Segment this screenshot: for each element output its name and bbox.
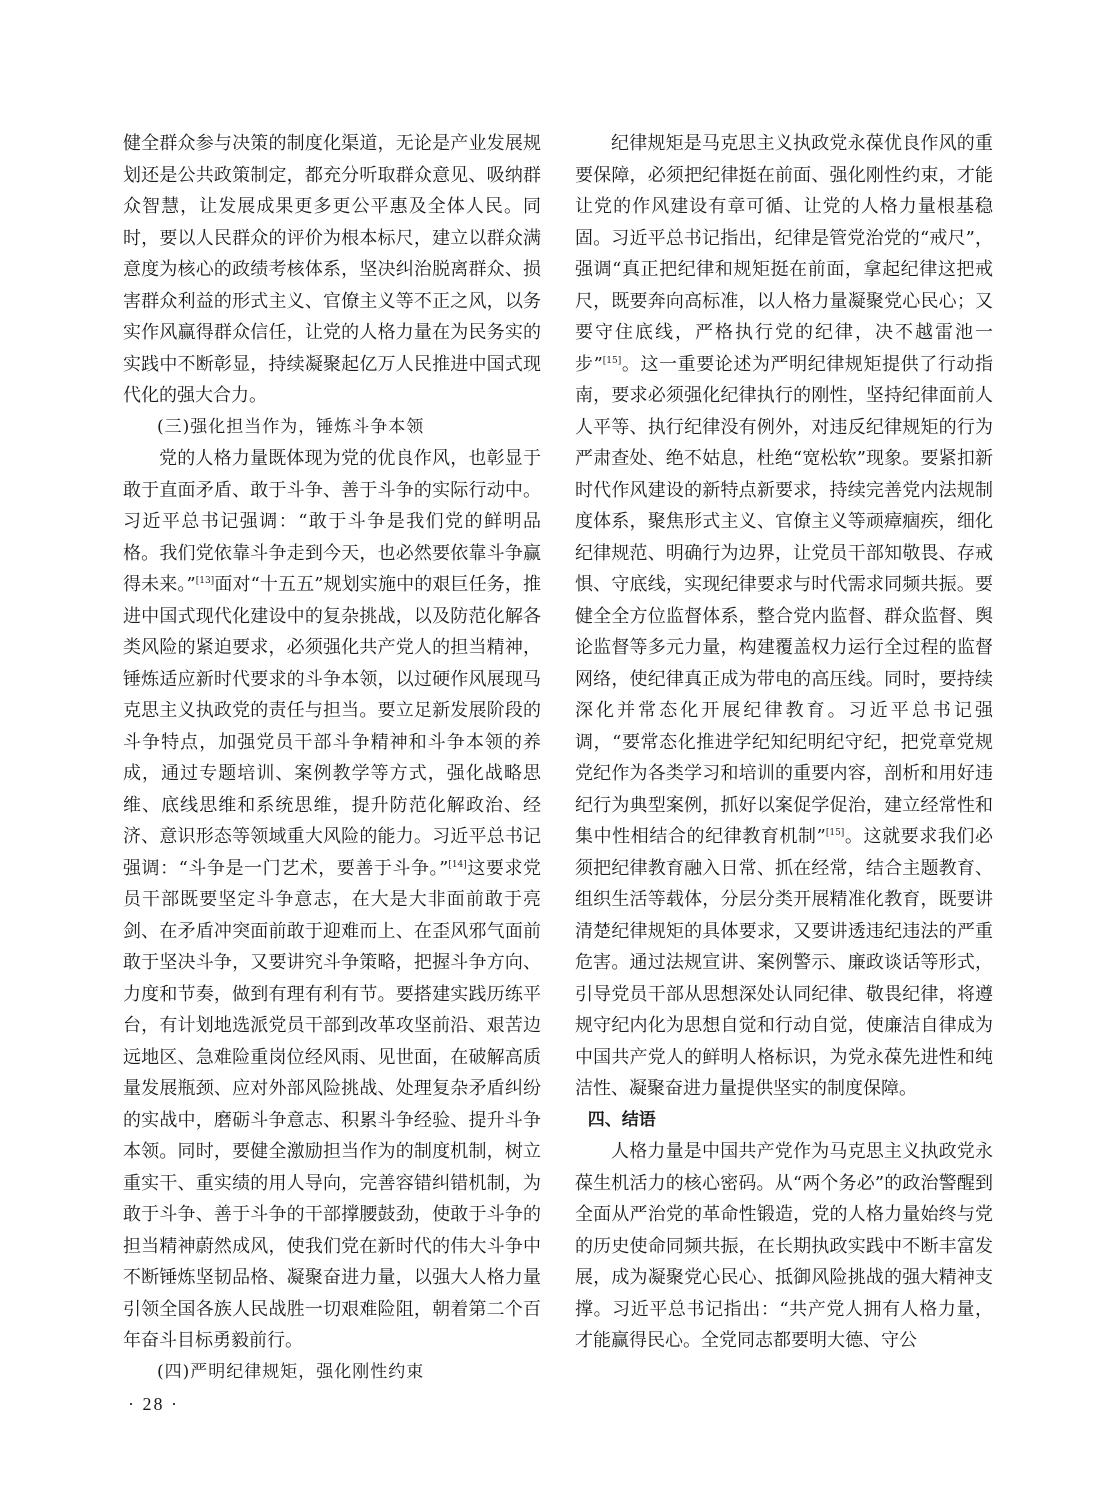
- subheading-4: (四)严明纪律规矩，强化刚性约束: [157, 1361, 425, 1382]
- paragraph: 党的人格力量既体现为党的优良作风，也彰显于敢于直面矛盾、敢于斗争、善于斗争的实际行动中。习近平总书记强调：“敢于斗争是我们党的鲜明品格。我们党依靠斗争走到今天，也必然要依靠斗争赢得未来。”[13]面对“十五五”规划实施中的艰巨任务，推进中国式现代化建设中的复杂挑战，以及防范化解各类风险的紧迫要求，必须强化共产党人的担当精神，锤炼适应新时代要求的斗争本领，以过硬作风展现马克思主义执政党的责任与担当。要立足新发展阶段的斗争特点，加强党员干部斗争精神和斗争本领的养成，通过专题培训、案例教学等方式，强化战略思维、底线思维和系统思维，提升防范化解政治、经济、意识形态等领域重大风险的能力。习近平总书记强调：“斗争是一门艺术，要善于斗争。”[14]这要求党员干部既要坚定斗争意志，在大是大非面前敢于亮剑、在矛盾冲突面前敢于迎难而上、在歪风邪气面前敢于坚决斗争，又要讲究斗争策略，把握斗争方向、力度和节奏，做到有理有利有节。要搭建实践历练平台，有计划地选派党员干部到改革攻坚前沿、艰苦边远地区、急难险重岗位经风雨、见世面，在破解高质量发展瓶颈、应对外部风险挑战、处理复杂矛盾纠纷的实战中，磨砺斗争意志、积累斗争经验、提升斗争本领。同时，要健全激励担当作为的制度机制，树立重实干、重实绩的用人导向，完善容错纠错机制，为敢于斗争、善于斗争的干部撑腰鼓劲，使敢于斗争的担当精神蔚然成风，使我们党在新时代的伟大斗争中不断锤炼坚韧品格、凝聚奋进力量，以强大人格力量引领全国各族人民战胜一切艰难险阻，朝着第二个百年奋斗目标勇毅前行。: [123, 448, 542, 1351]
- citation-14: [14]: [448, 859, 467, 870]
- right-column: [575, 128, 993, 1357]
- citation-15: [15]: [825, 828, 845, 838]
- citation-13: [13]: [195, 576, 215, 586]
- paragraph: 人格力量是中国共产党作为马克思主义执政党永葆生机活力的核心密码。从“两个务必”的政治警醒到全面从严治党的革命性锻造，党的人格力量始终与党的历史使命同频共振，在长期执政实践中不断丰富发展，成为凝聚党心民心、抵御风险挑战的强大精神支撑。习近平总书记指出：“共产党人拥有人格力量，才能赢得民心。全党同志都要明大德、守公: [575, 1141, 993, 1351]
- left-column: [123, 128, 541, 1388]
- paragraph: 健全群众参与决策的制度化渠道，无论是产业发展规划还是公共政策制定，都充分听取群众意见、吸纳群众智慧，让发展成果更多更公平惠及全体人民。同时，要以人民群众的评价为根本标尺，建立以群众满意度为核心的政绩考核体系，坚决纠治脱离群众、损害群众利益的形式主义、官僚主义等不正之风，以务实作风赢得群众信任，让党的人格力量在为民务实的实践中不断彰显，持续凝聚起亿万人民推进中国式现代化的强大合力。: [123, 133, 541, 406]
- section-heading-conclusion: 四、结语: [587, 1109, 656, 1130]
- citation-1-117: [15]: [602, 355, 622, 366]
- page-number: · 28 ·: [128, 1394, 179, 1414]
- subheading-3: (三)强化担当作为，锤炼斗争本领: [157, 416, 425, 437]
- paragraph: 纪律规矩是马克思主义执政党永葆优良作风的重要保障，必须把纪律挺在前面、强化刚性约束，才能让党的作风建设有章可循、让党的人格力量根基稳固。习近平总书记指出，纪律是管党治党的“戒尺”，强调“真正把纪律和规矩挺在前面，拿起纪律这把戒尺，既要奔向高标准，以人格力量凝聚党心民心；又要守住底线，严格执行党的纪律，决不越雷池一步”[15]。这一重要论述为严明纪律规矩提供了行动指南，要求必须强化纪律执行的刚性，坚持纪律面前人人平等、执行纪律没有例外，对违反纪律规矩的行为严肃查处、绝不姑息，杜绝“宽松软”现象。要紧扣新时代作风建设的新特点新要求，持续完善党内法规制度体系，聚焦形式主义、官僚主义等顽瘴痼疾，细化纪律规范、明确行为边界，让党员干部知敬畏、存戒惧、守底线，实现纪律要求与时代需求同频共振。要健全全方位监督体系，整合党内监督、群众监督、舆论监督等多元力量，构建覆盖权力运行全过程的监督网络，使纪律真正成为带电的高压线。同时，要持续深化并常态化开展纪律教育。习近平总书记强调，“要常态化推进学纪知纪明纪守纪，把党章党规党纪作为各类学习和培训的重要内容，剖析和用好违纪行为典型案例，抓好以案促学促治，建立经常性和集中性相结合的纪律教育机制”[15]。这就要求我们必须把纪律教育融入日常、抓在经常，结合主题教育、组织生活等载体，分层分类开展精准化教育，既要讲清楚纪律规矩的具体要求，又要讲透违纪违法的严重危害。通过法规宣讲、案例警示、廉政谈话等形式，引导党员干部从思想深处认同纪律、敬畏纪律，将遵规守纪内化为思想自觉和行动自觉，使廉洁自律成为中国共产党人的鲜明人格标识，为党永葆先进性和纯洁性、凝聚奋进力量提供坚实的制度保障。: [575, 133, 994, 1099]
